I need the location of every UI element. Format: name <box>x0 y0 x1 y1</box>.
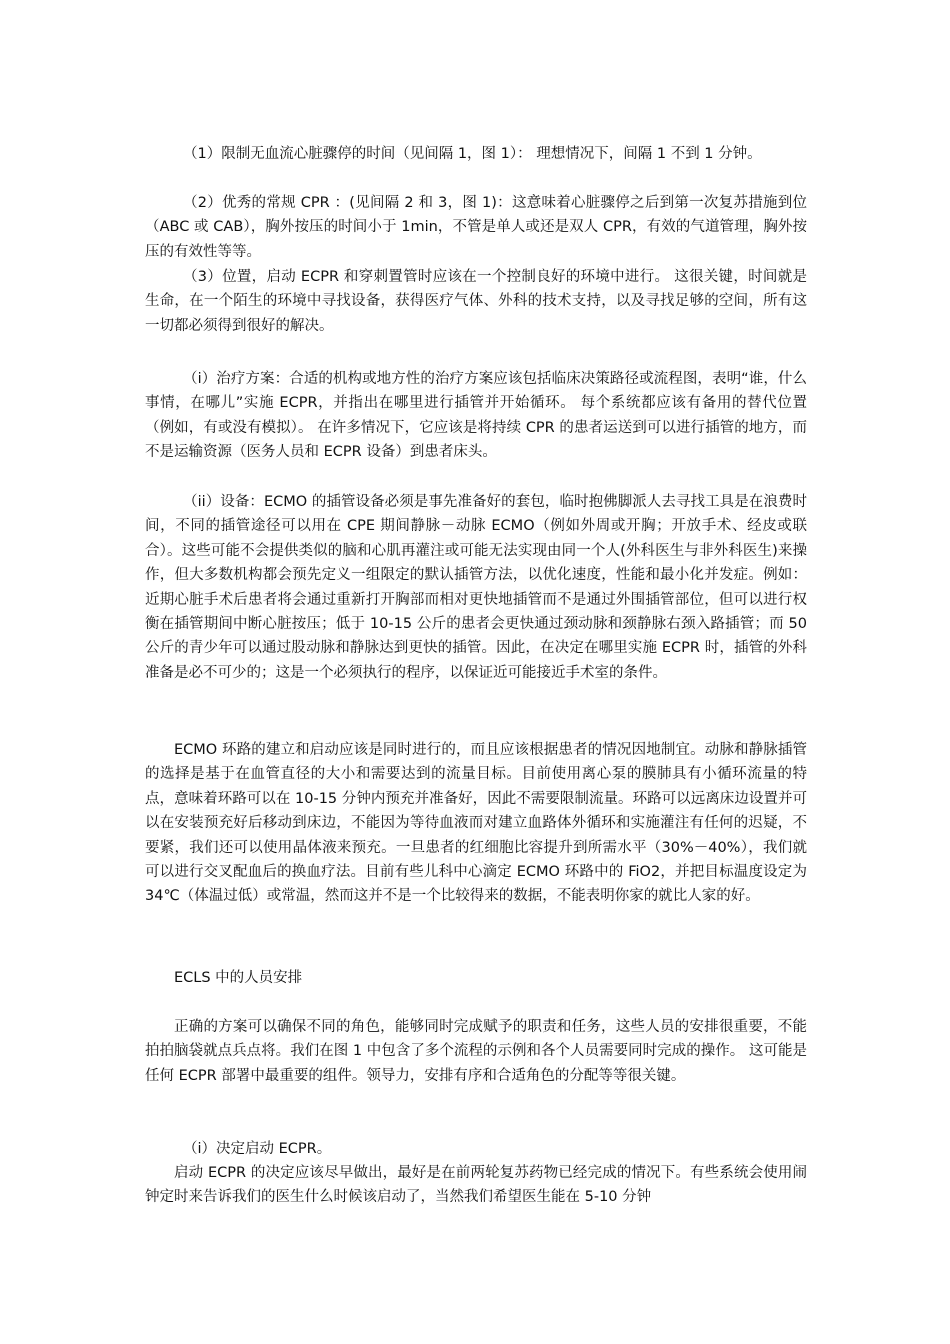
paragraph-decision-ecpr: 启动 ECPR 的决定应该尽早做出，最好是在前两轮复苏药物已经完成的情况下。有些系统会使用闹钟定时来告诉我们的医生什么时候该启动了，当然我们希望医生能在 5-10 分钟 <box>145 1165 807 1206</box>
paragraph-location: （3）位置，启动 ECPR 和穿刺置管时应该在一个控制良好的环境中进行。 这很关键，时间就是生命，在一个陌生的环境中寻找设备，获得医疗气体、外科的技术支持，以及寻找足够的空间，所有这一切都必须得到很好的解决。 <box>145 269 807 334</box>
paragraph-treatment-plan: （i）治疗方案：合适的机构或地方性的治疗方案应该包括临床决策路径或流程图，表明“谁，什么事情，在哪儿”实施 ECPR，并指出在哪里进行插管并开始循环。 每个系统都应该有备用的替代位置（例如，有或没有模拟）。 在许多情况下，它应该是将持续 CPR 的患者运送到可以进行插管的地方，而不是运输资源（医务人员和 ECPR 设备）到患者床头。 <box>145 371 807 461</box>
paragraph-staffing: 正确的方案可以确保不同的角色，能够同时完成赋予的职责和任务，这些人员的安排很重要，不能拍拍脑袋就点兵点将。我们在图 1 中包含了多个流程的示例和各个人员需要同时完成的操作。 这可能是任何 ECPR 部署中最重要的组件。领导力，安排有序和合适角色的分配等等很关键。 <box>145 1019 807 1084</box>
paragraph-limit-no-flow-time: （1）限制无血流心脏骤停的时间（见间隔 1，图 1）： 理想情况下，间隔 1 不到 1 分钟。 <box>183 146 762 162</box>
paragraph-decision-heading: （i）决定启动 ECPR。 <box>183 1141 332 1157</box>
paragraph-ecmo-circuit: ECMO 环路的建立和启动应该是同时进行的，而且应该根据患者的情况因地制宜。动脉和静脉插管的选择是基于在血管直径的大小和需要达到的流量目标。目前使用离心泵的膜肺具有小循环流量的特点，意味着环路可以在 10-15 分钟内预充并准备好，因此不需要限制流量。环路可以远离床边设置并可以在安装预充好后移动到床边，不能因为等待血液而对建立血路体外循环和实施灌注有任何的迟疑，不要紧，我们还可以使用晶体液来预充。一旦患者的红细胞比容提升到所需水平（30%－40%），我们就可以进行交叉配血后的换血疗法。目前有些儿科中心滴定 ECMO 环路中的 FiO2，并把目标温度设定为 34℃（体温过低）或常温，然而这并不是一个比较得来的数据，不能表明你家的就比人家的好。 <box>145 742 807 905</box>
section-heading-ecls-staffing: ECLS 中的人员安排 <box>174 970 303 986</box>
paragraph-equipment: （ii）设备：ECMO 的插管设备必须是事先准备好的套包，临时抱佛脚派人去寻找工具是在浪费时间，不同的插管途径可以用在 CPE 期间静脉－动脉 ECMO（例如外周或开胸；开放手术、经皮或联合）。这些可能不会提供类似的脑和心肌再灌注或可能无法实现由同一个人(外科医生与非外科医生)来操作，但大多数机构都会预先定义一组限定的默认插管方法，以优化速度，性能和最小化并发症。例如：近期心脏手术后患者将会通过重新打开胸部而相对更快地插管而不是通过外围插管部位，但可以进行权衡在插管期间中断心脏按压；低于 10-15 公斤的患者会更快通过颈动脉和颈静脉右颈入路插管；而 50 公斤的青少年可以通过股动脉和静脉达到更快的插管。因此，在决定在哪里实施 ECPR 时，插管的外科准备是必不可少的；这是一个必须执行的程序，以保证近可能接近手术室的条件。 <box>145 494 807 681</box>
paragraph-conventional-cpr: （2）优秀的常规 CPR ：(见间隔 2 和 3，图 1)：这意味着心脏骤停之后到第一次复苏措施到位（ABC 或 CAB），胸外按压的时间小于 1min，不管是单人或还是双人 CPR，有效的气道管理，胸外按压的有效性等等。 <box>145 195 807 260</box>
